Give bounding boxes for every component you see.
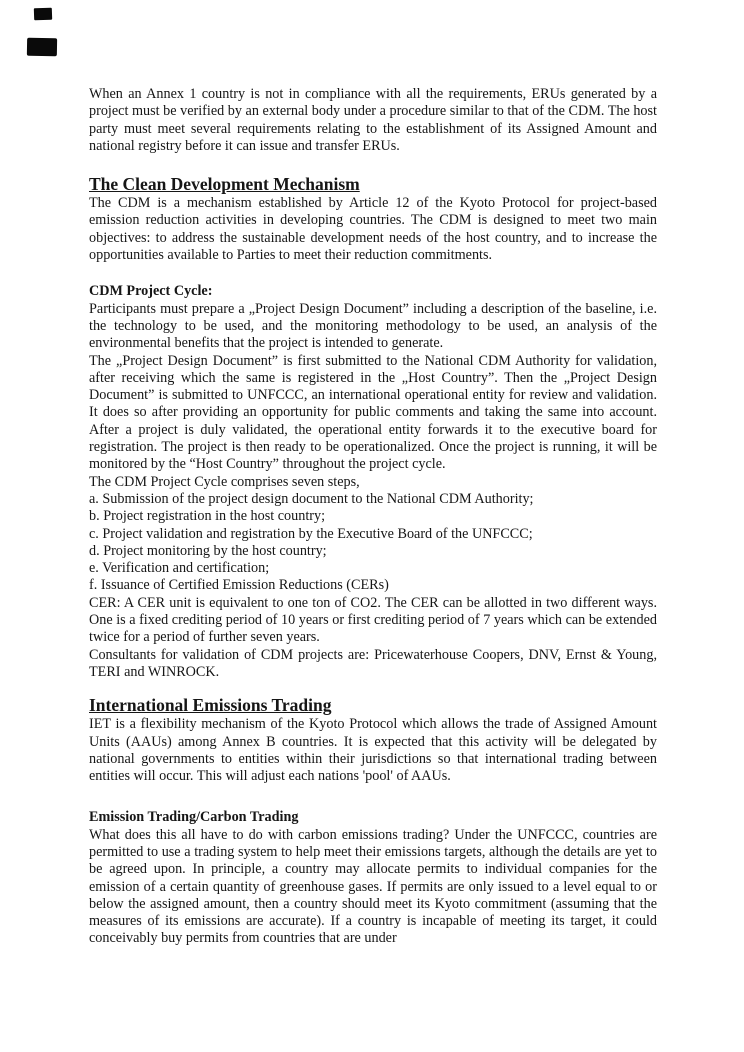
list-item-step-a: a. Submission of the project design document to the National CDM Authority; — [89, 490, 534, 507]
paragraph-cer-definition: CER: A CER unit is equivalent to one ton of CO2. The CER can be allotted in two different ways. One is a fixed crediting period of 10 years or first crediting period of 7 years which can be extended twice for a period of further seven years. — [89, 594, 657, 646]
heading-international-emissions-trading: International Emissions Trading — [89, 695, 332, 716]
ink-mark-small — [34, 8, 52, 21]
paragraph-eru-compliance: When an Annex 1 country is not in compliance with all the requirements, ERUs generated by a project must be verified by an external body under a procedure similar to that of the CDM. The host party must meet several requirements relating to the establishment of its Assigned Amount and national registry before it can issue and transfer ERUs. — [89, 86, 657, 154]
list-item-step-c: c. Project validation and registration by the Executive Board of the UNFCCC; — [89, 525, 533, 542]
list-item-step-e: e. Verification and certification; — [89, 560, 270, 577]
paragraph-carbon-trading: What does this all have to do with carbon emissions trading? Under the UNFCCC, countries are permitted to use a trading system to help meet their emissions targets, although the details are yet to be agreed upon. In principle, a country may allocate permits to individual companies for the emission of a certain quantity of greenhouse gases. If permits are only issued to a level equal to or below the assigned amount, then a country should meet its Kyoto commitment (assuming that the measures of its emissions are accurate). If a country is incapable of meeting its target, it could conceivably buy permits from countries that are under — [89, 826, 657, 947]
heading-emission-trading-carbon-trading: Emission Trading/Carbon Trading — [89, 809, 299, 826]
list-item-step-d: d. Project monitoring by the host country; — [89, 542, 327, 559]
paragraph-seven-steps-intro: The CDM Project Cycle comprises seven steps, — [89, 473, 360, 490]
paragraph-iet-overview: IET is a flexibility mechanism of the Kyoto Protocol which allows the trade of Assigned Amount Units (AAUs) among Annex B countries. It is expected that this activity will be delegated by national governments to entities within their jurisdictions so that international trading between entities will occur. This will adjust each nations 'pool' of AAUs. — [89, 716, 657, 785]
document-content — [89, 86, 657, 948]
heading-clean-development-mechanism: The Clean Development Mechanism — [89, 174, 360, 195]
paragraph-project-design-document: Participants must prepare a „Project Design Document” including a description of the baseline, i.e. the technology to be used, and the monitoring methodology to be used, an analysis of the environmental benefits that the project is intended to generate. — [89, 300, 657, 352]
list-item-step-b: b. Project registration in the host country; — [89, 508, 326, 525]
heading-cdm-project-cycle: CDM Project Cycle: — [89, 283, 213, 300]
paragraph-consultants: Consultants for validation of CDM projects are: Pricewaterhouse Coopers, DNV, Ernst & Young, TERI and WINROCK. — [89, 646, 657, 680]
ink-mark-large — [27, 38, 57, 57]
paragraph-cdm-overview: The CDM is a mechanism established by Article 12 of the Kyoto Protocol for project-based emission reduction activities in developing countries. The CDM is designed to meet two main objectives: to address the sustainable development needs of the host country, and to increase the opportunities available to Parties to meet their reduction commitments. — [89, 195, 657, 264]
list-item-step-f: f. Issuance of Certified Emission Reductions (CERs) — [89, 577, 389, 594]
paragraph-pdd-submission: The „Project Design Document” is first submitted to the National CDM Authority for validation, after receiving which the same is registered in the „Host Country”. Then the „Project Design Document” is submitted to UNFCCC, an international operational entity for review and validation. It does so after providing an opportunity for public comments and taking the same into account. After a project is duly validated, the operational entity forwards it to the executive board for registration. The project is then ready to be operationalized. Once the project is running, it will be monitored by the “Host Country” throughout the project cycle. — [89, 352, 657, 473]
cdm-steps-list — [89, 491, 657, 595]
